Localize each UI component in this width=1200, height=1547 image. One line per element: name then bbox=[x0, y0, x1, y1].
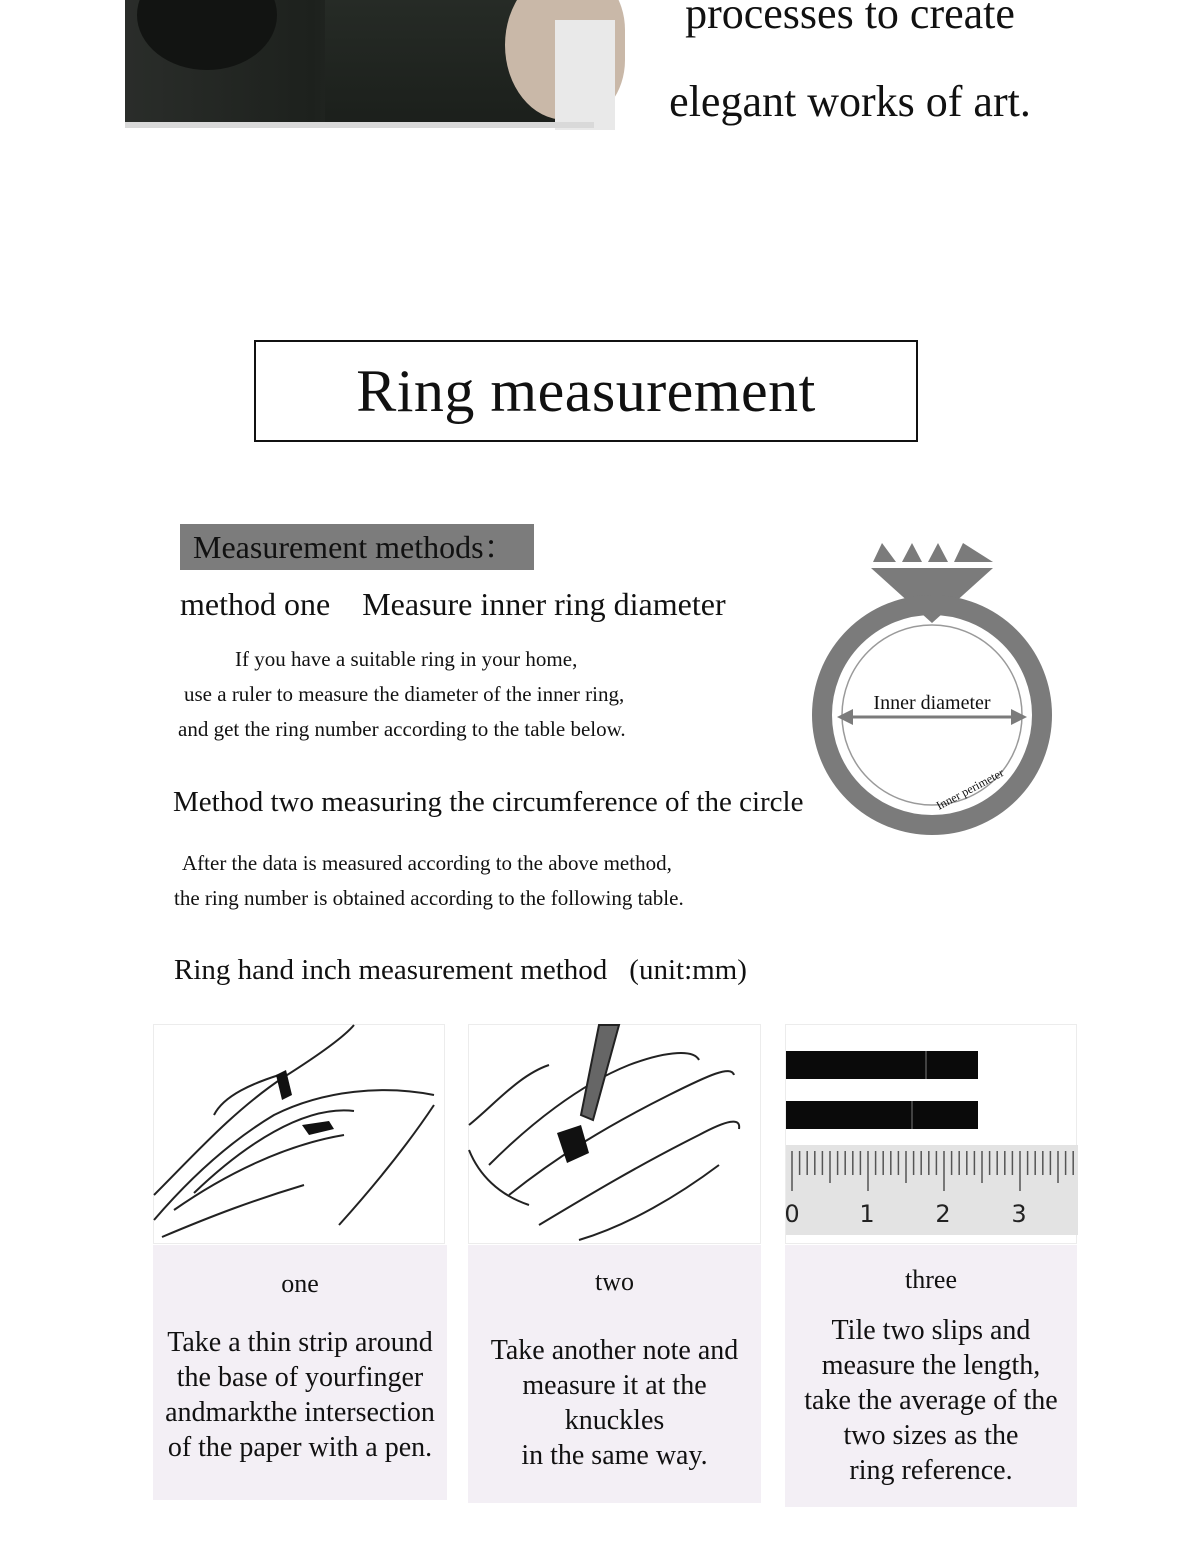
step-two-line-3: knuckles bbox=[564, 1405, 665, 1436]
hand-strip-icon bbox=[154, 1025, 446, 1245]
step-one-body bbox=[153, 1325, 447, 1465]
hand-method-heading bbox=[174, 954, 747, 987]
step-two-body bbox=[468, 1333, 761, 1473]
inner-perimeter-label: Inner perimeter bbox=[933, 765, 1007, 813]
step-three-line-3: take the average of the bbox=[804, 1385, 1058, 1416]
intro-text bbox=[640, 0, 1060, 146]
step-three-illustration bbox=[785, 1024, 1077, 1244]
method-one-label: method one bbox=[180, 586, 331, 622]
step-two-line-2: measure it at the bbox=[522, 1370, 707, 1401]
step-one-line-3: andmarkthe intersection bbox=[165, 1397, 435, 1428]
step-two-illustration bbox=[468, 1024, 761, 1244]
method-one-line-2: use a ruler to measure the diameter of the inner ring, bbox=[184, 682, 625, 706]
step-two-caption bbox=[468, 1245, 761, 1503]
ruler-label-2: 2 bbox=[935, 1200, 951, 1228]
arrow-right-icon bbox=[1011, 709, 1027, 725]
method-two-text bbox=[174, 846, 684, 916]
step-two-title: two bbox=[595, 1267, 634, 1296]
paper-strip-2 bbox=[786, 1101, 978, 1129]
ring-diagram bbox=[805, 535, 1060, 835]
step-one-line-4: of the paper with a pen. bbox=[167, 1432, 433, 1463]
step-two-line-4: in the same way. bbox=[521, 1440, 708, 1471]
ring-band-icon bbox=[822, 605, 1042, 825]
step-one-line-1: Take a thin strip around bbox=[167, 1327, 433, 1358]
step-three-body bbox=[785, 1313, 1077, 1488]
method-one-title: Measure inner ring diameter bbox=[362, 586, 726, 622]
intro-line-2: elegant works of art. bbox=[669, 77, 1031, 126]
ruler-label-0: 0 bbox=[784, 1200, 800, 1228]
section-title-text: Ring measurement bbox=[356, 357, 816, 424]
step-one-title: one bbox=[281, 1269, 319, 1298]
step-three-caption bbox=[785, 1245, 1077, 1507]
ruler-icon bbox=[786, 1025, 1078, 1245]
arrow-left-icon bbox=[837, 709, 853, 725]
ruler-label-3: 3 bbox=[1011, 1200, 1027, 1228]
step-one-line-2: the base of yourfinger bbox=[176, 1362, 424, 1393]
paper-strip-1 bbox=[786, 1051, 978, 1079]
step-three-line-1: Tile two slips and bbox=[831, 1315, 1031, 1346]
step-three-title: three bbox=[905, 1265, 957, 1294]
step-three-line-5: ring reference. bbox=[849, 1455, 1013, 1486]
method-two-line-1: After the data is measured according to the above method, bbox=[182, 851, 672, 875]
method-one-line-3: and get the ring number according to the table below. bbox=[178, 717, 626, 741]
method-one-heading bbox=[180, 586, 726, 623]
step-three-line-4: two sizes as the bbox=[843, 1420, 1019, 1451]
step-two-line-1: Take another note and bbox=[490, 1335, 739, 1366]
section-title bbox=[254, 340, 918, 442]
method-one-line-1: If you have a suitable ring in your home, bbox=[235, 647, 578, 671]
method-one-text bbox=[178, 642, 626, 747]
product-photo bbox=[125, 0, 594, 128]
inner-diameter-label: Inner diameter bbox=[873, 692, 991, 714]
hand-method-title: Ring hand inch measurement method bbox=[174, 954, 608, 986]
methods-badge: Measurement methods： bbox=[180, 524, 534, 570]
hand-pen-icon bbox=[469, 1025, 762, 1245]
method-two-heading: Method two measuring the circumference of the circle bbox=[173, 786, 804, 818]
step-one-caption bbox=[153, 1245, 447, 1500]
intro-line-1: processes to create bbox=[685, 0, 1015, 38]
method-two-line-2: the ring number is obtained according to the following table. bbox=[174, 886, 684, 910]
ruler-label-1: 1 bbox=[859, 1200, 875, 1228]
step-one-illustration bbox=[153, 1024, 445, 1244]
step-three-line-2: measure the length, bbox=[821, 1350, 1041, 1381]
hand-method-unit: (unit:mm) bbox=[629, 954, 747, 986]
